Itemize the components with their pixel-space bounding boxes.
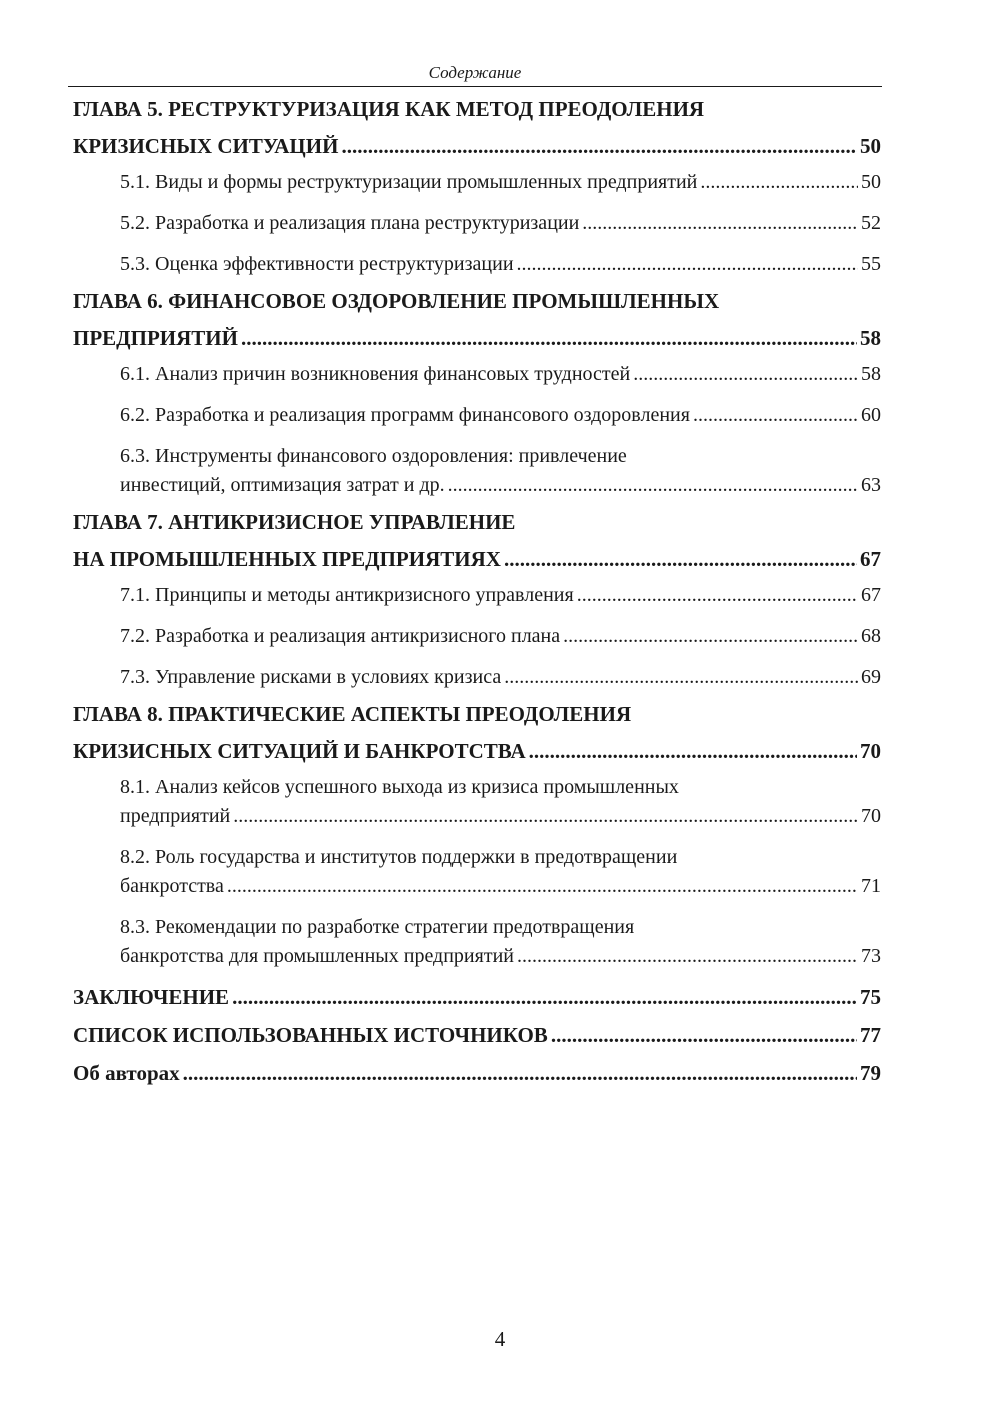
- toc-section-title: предприятий: [120, 805, 231, 827]
- toc-section-5-1[interactable]: [73, 168, 881, 197]
- toc-section-title: 8.3. Рекомендации по разработке стратегии предотвращения: [120, 916, 635, 938]
- dot-leader: [517, 250, 858, 279]
- toc-chapter-7[interactable]: [73, 504, 881, 578]
- toc-section-title: банкротства: [120, 875, 224, 897]
- toc-section-6-2[interactable]: [73, 401, 881, 430]
- toc-section-8-2[interactable]: [73, 843, 881, 901]
- toc-page-number: 77: [860, 1023, 881, 1047]
- toc-chapter-title: ЗАКЛЮЧЕНИЕ: [73, 985, 230, 1009]
- toc-page-number: 79: [860, 1061, 881, 1085]
- toc-section-title: 5.1. Виды и формы реструктуризации промышленных предприятий: [120, 171, 698, 193]
- dot-leader: [448, 471, 858, 500]
- toc-chapter-title: НА ПРОМЫШЛЕННЫХ ПРЕДПРИЯТИЯХ: [73, 547, 501, 571]
- toc-page-number: 70: [861, 805, 881, 827]
- toc-page-number: 73: [861, 945, 881, 967]
- toc-chapter-title: КРИЗИСНЫХ СИТУАЦИЙ: [73, 134, 339, 158]
- toc-page-number: 75: [860, 985, 881, 1009]
- dot-leader: [241, 320, 857, 357]
- toc-chapter-title: СПИСОК ИСПОЛЬЗОВАННЫХ ИСТОЧНИКОВ: [73, 1023, 548, 1047]
- toc-section-6-1[interactable]: [73, 360, 881, 389]
- toc-conclusion[interactable]: [73, 979, 881, 1016]
- toc-section-title: 5.3. Оценка эффективности реструктуризации: [120, 253, 514, 275]
- dot-leader: [563, 622, 858, 651]
- toc-page-number: 63: [861, 474, 881, 496]
- toc-chapter-title: КРИЗИСНЫХ СИТУАЦИЙ И БАНКРОТСТВА: [73, 739, 526, 763]
- toc-page-number: 60: [861, 404, 881, 426]
- toc-page-number: 50: [861, 171, 881, 193]
- toc-section-8-1[interactable]: [73, 773, 881, 831]
- toc-chapter-5[interactable]: [73, 91, 881, 165]
- toc-sources[interactable]: [73, 1017, 881, 1054]
- toc-chapter-6[interactable]: [73, 283, 881, 357]
- dot-leader: [693, 401, 858, 430]
- dot-leader: [700, 168, 858, 197]
- toc-section-title: 8.2. Роль государства и институтов поддержки в предотвращении: [120, 846, 678, 868]
- toc-section-title: 6.3. Инструменты финансового оздоровления: привлечение: [120, 445, 627, 467]
- dot-leader: [577, 581, 858, 610]
- dot-leader: [529, 733, 857, 770]
- toc-section-5-2[interactable]: [73, 209, 881, 238]
- toc-page-number: 67: [861, 584, 881, 606]
- toc-section-title: 8.1. Анализ кейсов успешного выхода из кризиса промышленных: [120, 776, 679, 798]
- dot-leader: [341, 128, 857, 165]
- toc-chapter-title: Об авторах: [73, 1061, 180, 1085]
- dot-leader: [232, 979, 857, 1016]
- toc-section-title: 7.2. Разработка и реализация антикризисного плана: [120, 625, 561, 647]
- toc-section-title: инвестиций, оптимизация затрат и др.: [120, 474, 445, 496]
- toc-page-number: 52: [861, 212, 881, 234]
- dot-leader: [504, 663, 858, 692]
- toc-page-number: 50: [860, 134, 881, 158]
- toc-chapter-title: ГЛАВА 8. ПРАКТИЧЕСКИЕ АСПЕКТЫ ПРЕОДОЛЕНИЯ: [73, 702, 632, 726]
- page-number: 4: [494, 1327, 506, 1351]
- toc-chapter-title: ПРЕДПРИЯТИЙ: [73, 326, 238, 350]
- dot-leader: [183, 1055, 857, 1092]
- toc-section-5-3[interactable]: [73, 250, 881, 279]
- dot-leader: [517, 942, 858, 971]
- toc-chapter-title: ГЛАВА 6. ФИНАНСОВОЕ ОЗДОРОВЛЕНИЕ ПРОМЫШЛЕННЫХ: [73, 289, 720, 313]
- toc-page-number: 68: [861, 625, 881, 647]
- toc-section-7-1[interactable]: [73, 581, 881, 610]
- toc-chapter-title: ГЛАВА 7. АНТИКРИЗИСНОЕ УПРАВЛЕНИЕ: [73, 510, 516, 534]
- table-of-contents: [73, 91, 881, 1092]
- running-header: Содержание: [68, 62, 882, 87]
- toc-chapter-title: ГЛАВА 5. РЕСТРУКТУРИЗАЦИЯ КАК МЕТОД ПРЕОДОЛЕНИЯ: [73, 97, 705, 121]
- toc-page-number: 71: [861, 875, 881, 897]
- toc-section-title: 6.1. Анализ причин возникновения финансовых трудностей: [120, 363, 631, 385]
- dot-leader: [233, 802, 858, 831]
- dot-leader: [504, 541, 857, 578]
- toc-page-number: 58: [861, 363, 881, 385]
- dot-leader: [633, 360, 858, 389]
- toc-section-title: 5.2. Разработка и реализация плана реструктуризации: [120, 212, 580, 234]
- toc-section-7-3[interactable]: [73, 663, 881, 692]
- toc-section-8-3[interactable]: [73, 913, 881, 971]
- toc-section-7-2[interactable]: [73, 622, 881, 651]
- toc-page-number: 55: [861, 253, 881, 275]
- dot-leader: [227, 872, 858, 901]
- toc-section-title: банкротства для промышленных предприятий: [120, 945, 514, 967]
- toc-section-title: 7.1. Принципы и методы антикризисного управления: [120, 584, 574, 606]
- toc-page-number: 58: [860, 326, 881, 350]
- toc-section-title: 6.2. Разработка и реализация программ финансового оздоровления: [120, 404, 690, 426]
- toc-page-number: 67: [860, 547, 881, 571]
- dot-leader: [582, 209, 858, 238]
- dot-leader: [551, 1017, 857, 1054]
- toc-page-number: 70: [860, 739, 881, 763]
- toc-chapter-8[interactable]: [73, 696, 881, 770]
- toc-page-number: 69: [861, 666, 881, 688]
- toc-section-title: 7.3. Управление рисками в условиях кризиса: [120, 666, 502, 688]
- toc-section-6-3[interactable]: [73, 442, 881, 500]
- toc-authors[interactable]: [73, 1055, 881, 1092]
